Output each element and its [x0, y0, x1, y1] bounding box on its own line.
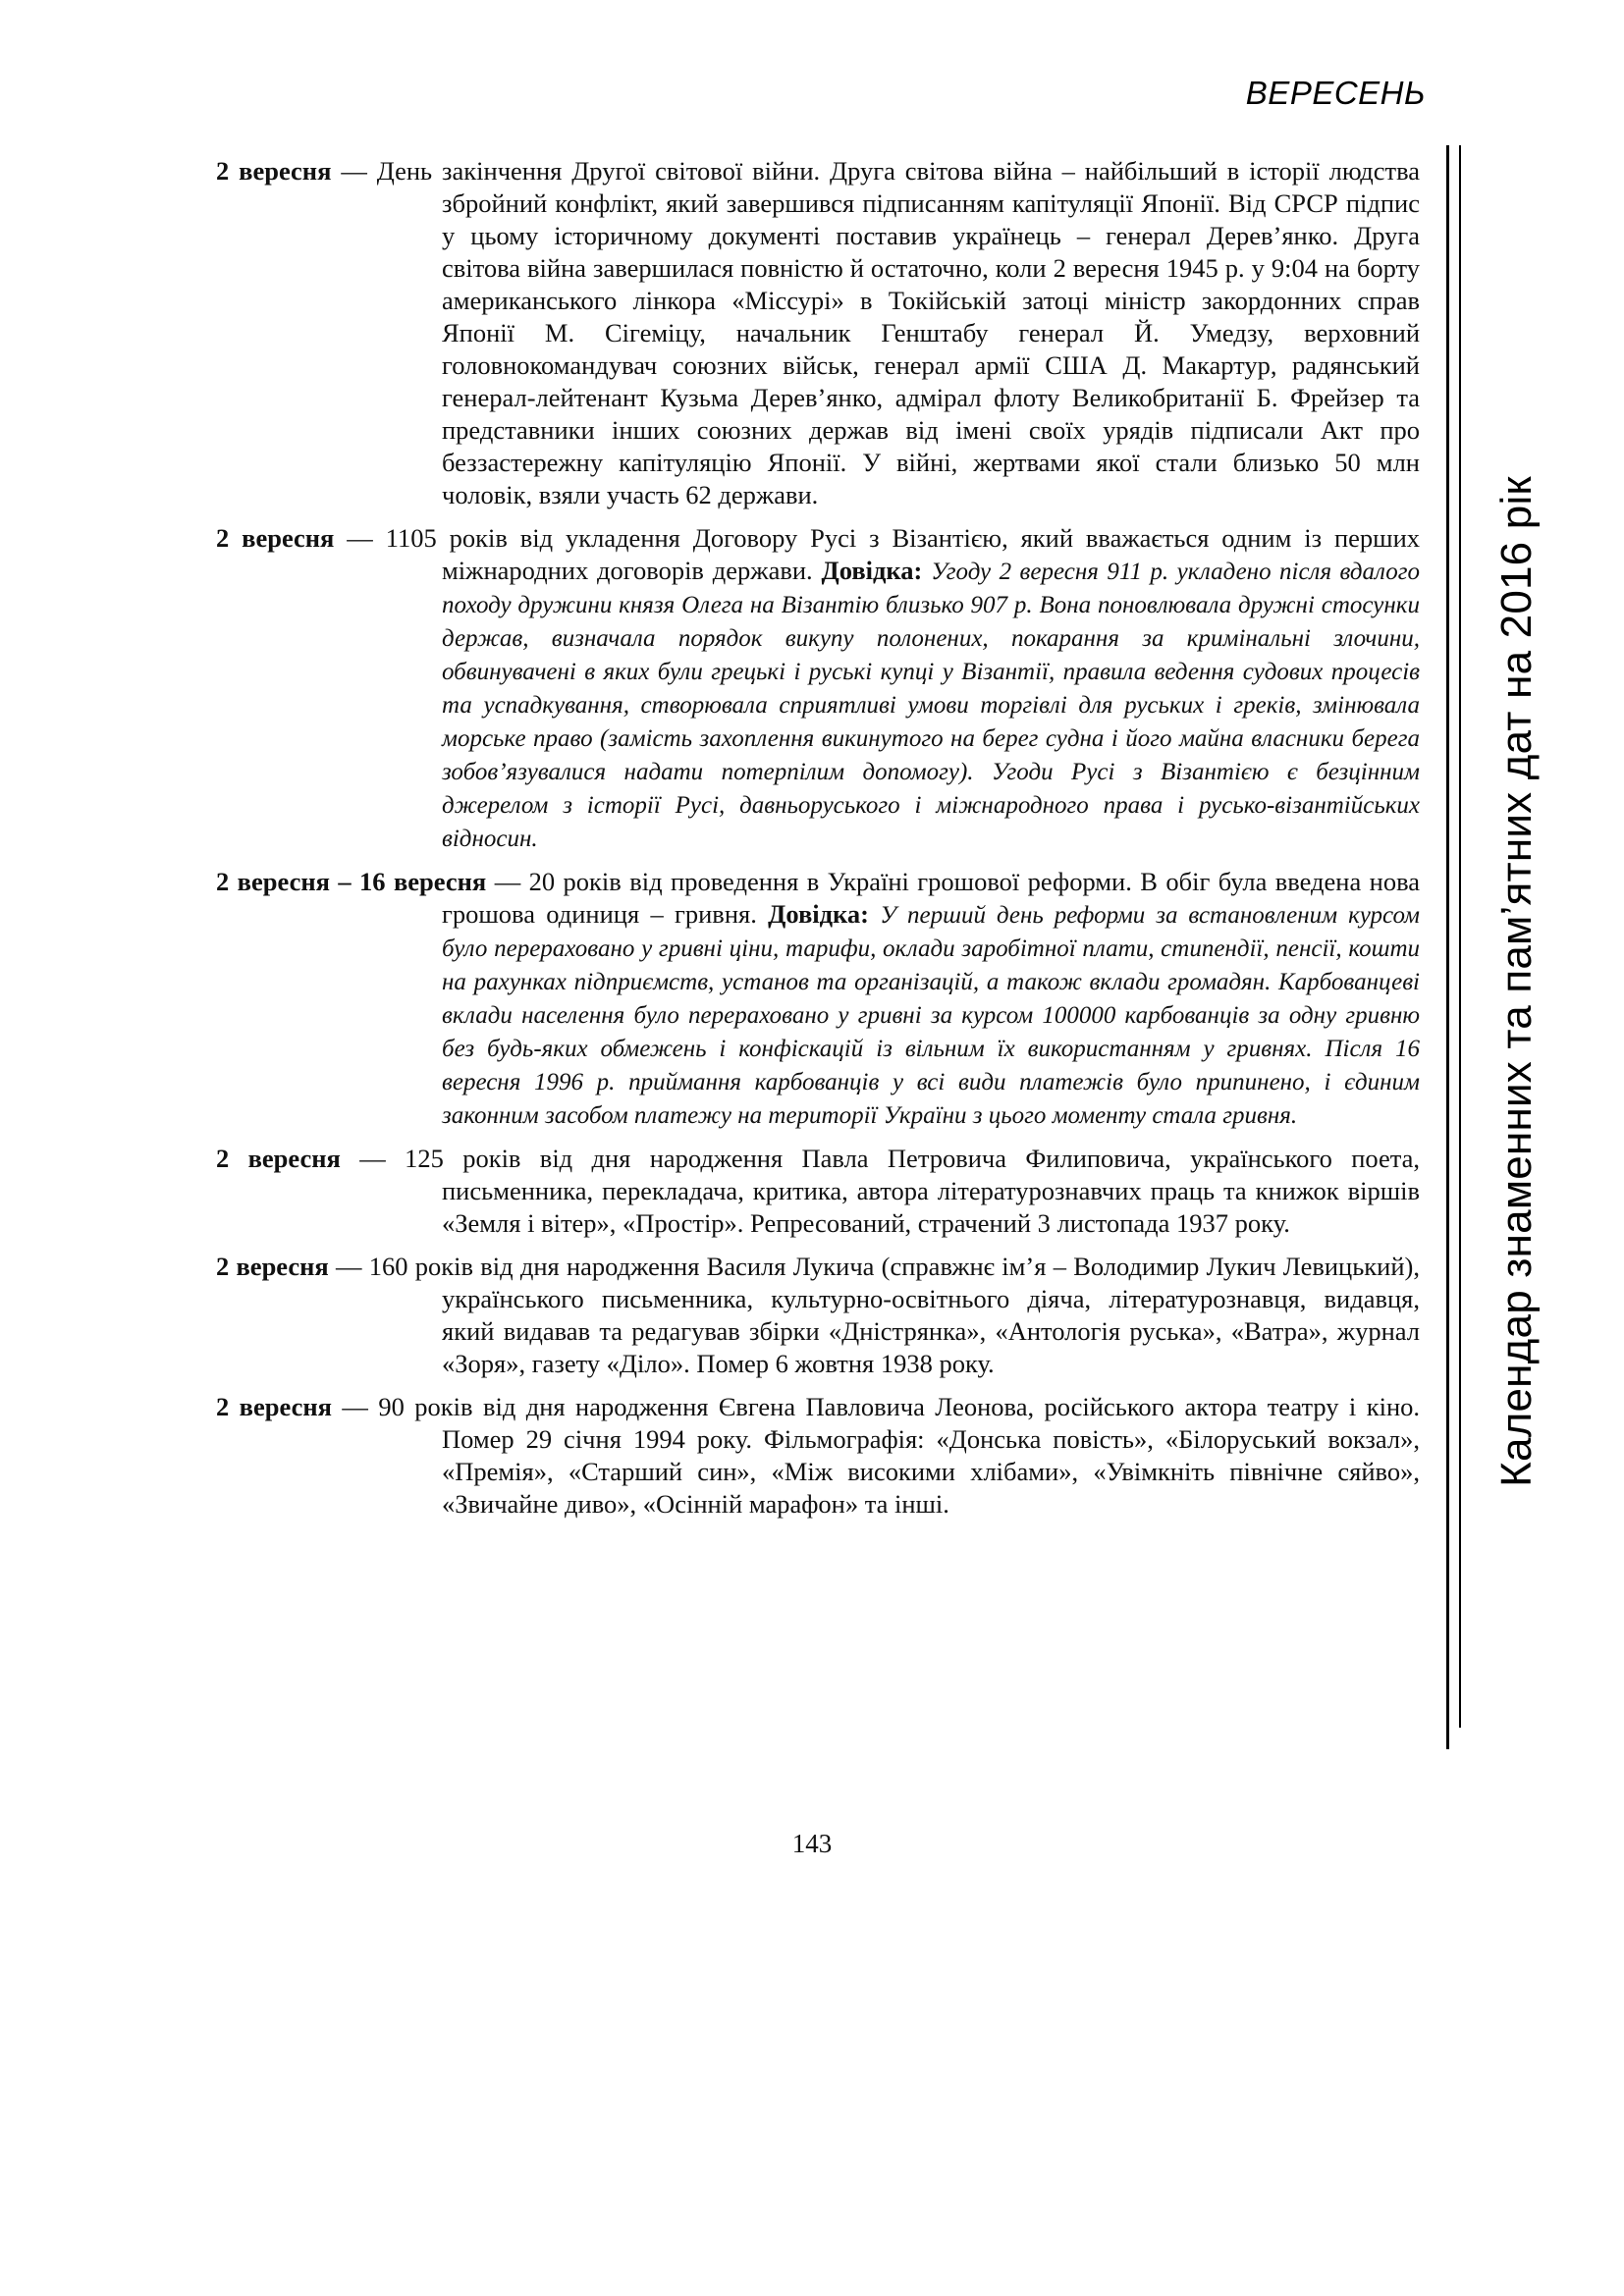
entry-text: День закінчення Другої світової війни. Друга світова війна – найбільший в історії людства збройний конфлікт, який завершився підписанням капітуляції Японії. Від СРСР підпис у цьому історичному документі поставив українець – генерал Дерев’янко. Друга світова війна завершилася повністю й остаточно, коли 2 вересня 1945 р. у 9:04 на борту американського лінкора «Міссурі» в Токійській затоці міністр закордонних справ Японії М. Сігеміцу, начальник Генштабу генерал Й. Умедзу, верховний головнокомандувач союзних військ, генерал армії США Д. Макартур, радянський генерал-лейтенант Кузьма Дерев’янко, адмірал флоту Великобританії Б. Фрейзер та представники інших союзних держав від імені своїх урядів підписали Акт про беззастережну капітуляцію Японії. У війні, жертвами якої стали близько 50 млн чоловік, взяли участь 62 держави.: [376, 156, 1421, 509]
entry-text: 20 років від проведення в Україні грошової реформи. В обіг була введена нова грошова одиниця – гривня.: [442, 867, 1421, 929]
list-item: [216, 522, 1420, 855]
entry-dash: —: [341, 156, 367, 186]
list-item: [216, 866, 1420, 1132]
entry-date: 2 вересня: [216, 156, 332, 186]
list-item: [216, 155, 1420, 511]
entry-dash: —: [342, 1392, 368, 1421]
list-item: [216, 1143, 1420, 1240]
margin-rule-inner: [1459, 145, 1461, 1728]
note-text: Угоду 2 вересня 911 р. укладено після вдалого походу дружини князя Олега на Візантію близько 907 р. Вона поновлювала дружні стосунки держав, визначала порядок викупу полонених, покарання за кримінальні злочини, обвинувачені в яких були грецькі і руські купці у Візантії, правила ведення судових процесів та успадкування, створювала сприятливі умови торгівлі для руських і греків, змінювала морське право (замість захоплення викинутого на берег судна і його майна власники берега зобов’язувалися надати потерпілим допомогу). Угоди Русі з Візантією є безцінним джерелом з історії Русі, давньоруського і міжнародного права і русько-візантійських відносин.: [442, 559, 1421, 852]
side-title: Календар знаменних та пам’ятних дат на 2016 рік: [1492, 476, 1541, 1487]
entry-dash: —: [359, 1144, 386, 1173]
margin-rule: [1446, 145, 1449, 1749]
entry-date: 2 вересня: [216, 523, 335, 553]
list-item: [216, 1391, 1420, 1521]
entry-date: 2 вересня – 16 вересня: [216, 867, 487, 896]
note-label: Довідка:: [768, 899, 869, 929]
entry-date: 2 вересня: [216, 1252, 329, 1281]
note-label: Довідка:: [821, 556, 923, 585]
entry-dash: —: [494, 867, 521, 896]
entry-text: 90 років від дня народження Євгена Павловича Леонова, російського актора театру і кіно. Помер 29 січня 1994 року. Фільмографія: «Донська повість», «Білоруський вокзал», «Премія», «Старший син», «Між високими хлібами», «Увімкніть північне сяйво», «Звичайне диво», «Осінній марафон» та інші.: [378, 1392, 1421, 1519]
note-text: У перший день реформи за встановленим курсом було перераховано у гривні ціни, тарифи, оклади заробітної плати, стипендії, пенсії, кошти на рахунках підприємств, установ та організацій, а також вклади громадян. Карбованцеві вклади населення було перераховано у гривні за курсом 100000 карбованців за одну гривню без будь-яких обмежень і конфіскацій із вільним їх використанням у гривнях. Після 16 вересня 1996 р. приймання карбованців у всі види платежів було припинено, і єдиним законним засобом платежу на території України з цього моменту стала гривня.: [442, 902, 1421, 1129]
entry-date: 2 вересня: [216, 1392, 332, 1421]
entry-dash: —: [347, 523, 373, 553]
entry-dash: —: [336, 1252, 362, 1281]
entry-text: 1105 років від укладення Договору Русі з Візантією, який вважається одним із перших міжнародних договорів держави.: [385, 523, 1421, 585]
entry-date: 2 вересня: [216, 1144, 341, 1173]
entry-text: 160 років від дня народження Василя Лукича (справжнє ім’я – Володимир Лукич Левицький), українського письменника, культурно-освітнього діяча, літературознавця, видавця, який видавав та редагував збірки «Дністрянка», «Антологія руська», «Ватра», журнал «Зоря», газету «Діло». Помер 6 жовтня 1938 року.: [368, 1252, 1420, 1378]
entry-text: 125 років від дня народження Павла Петровича Филиповича, українського поета, письменника, перекладача, критика, автора літературознавчих праць та книжок віршів «Земля і вітер», «Простір». Репресований, страчений 3 листопада 1937 року.: [405, 1144, 1421, 1238]
entries-list: [216, 155, 1420, 1531]
list-item: [216, 1251, 1420, 1380]
page-number: 143: [791, 1829, 833, 1858]
running-header-month: ВЕРЕСЕНЬ: [1245, 75, 1426, 111]
side-title-container: [1473, 432, 1561, 1531]
